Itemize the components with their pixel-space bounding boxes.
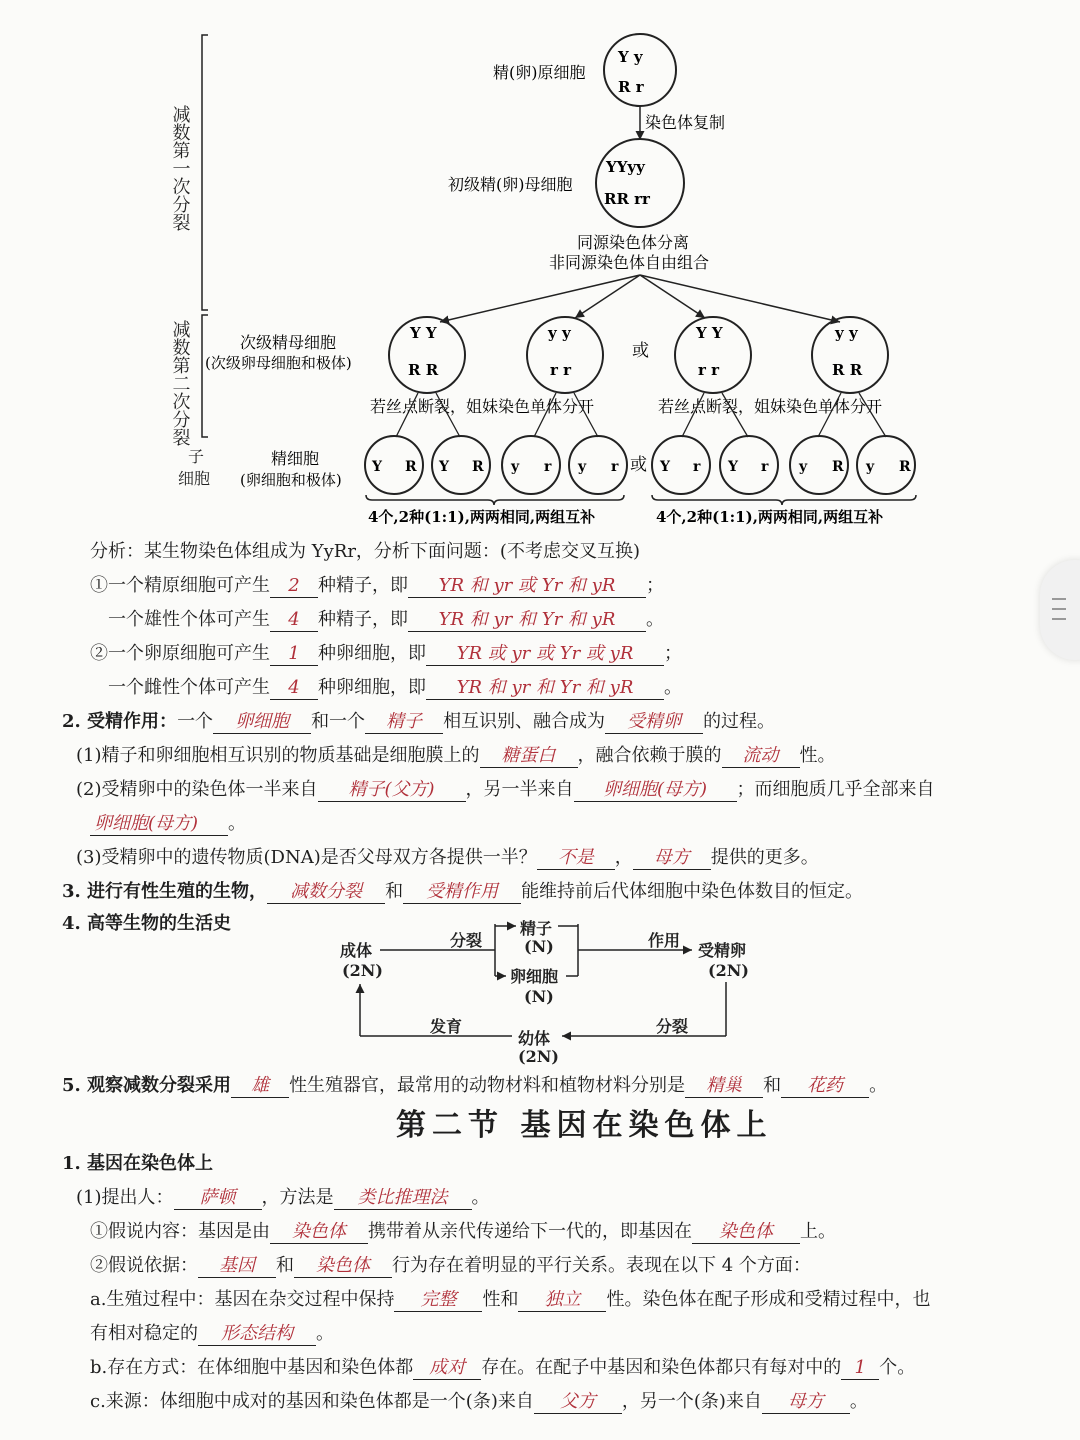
step-replication: 染色体复制 (645, 113, 726, 132)
lc-egg: 卵细胞 (510, 967, 559, 986)
gamete-g1: y (511, 459, 520, 475)
q4-heading: 4. 高等生物的生活史 (62, 913, 232, 934)
secondary-label-1: 次级精母细胞 (240, 333, 337, 352)
gamete-g1: y (799, 459, 808, 475)
gamete-g2: R (405, 459, 417, 475)
centromere-right: 若丝点断裂，姐妹染色单体分开 (658, 397, 883, 416)
lc-egg-n: (N) (524, 987, 554, 1006)
gamete-g2: R (832, 459, 844, 475)
analysis-line-2: 一个雄性个体可产生 4 种精子，即 YR 和 yr 和 Yr 和 yR 。 (108, 609, 664, 630)
gamete-g2: r (693, 459, 701, 475)
lc-develop: 发育 (430, 1017, 463, 1036)
gene-c: c.来源：体细胞中成对的基因和染色体都是一个(条)来自 父方 ，另一个(条)来自 母方 。 (90, 1391, 868, 1412)
q3-line: 3. 进行有性生殖的生物， 减数分裂 和 受精作用 能维持前后代体细胞中染色体数目的恒定。 (62, 881, 864, 902)
sec-bot: r r (550, 361, 572, 379)
cell2-bot: RR rr (604, 190, 650, 208)
gamete-g1: Y (439, 459, 449, 475)
fert-p2b: 卵细胞(母方) 。 (90, 812, 246, 836)
step-separation-1: 同源染色体分离 (577, 233, 690, 252)
analysis-line-1: ①一个精原细胞可产生 2 种精子，即 YR 和 yr 或 Yr 和 yR ； (90, 575, 664, 596)
lc-young-n: (2N) (518, 1047, 559, 1066)
lc-adult-n: (2N) (342, 961, 383, 980)
sec-top: Y Y (410, 324, 437, 342)
gamete-g1: Y (660, 459, 670, 475)
gamete-g2: r (611, 459, 619, 475)
gene-h2: ②假说依据： 基因 和 染色体 行为存在着明显的平行关系。表现在以下 4 个方面： (90, 1255, 811, 1276)
fert-p3: (3)受精卵中的遗传物质(DNA)是否父母双方各提供一半？ 不是 ， 母方 提供的更多。 (76, 847, 819, 868)
or-text-1: 或 (632, 341, 649, 361)
sperm-label-2: (卵细胞和极体) (240, 471, 342, 489)
sec-bot: R R (832, 361, 863, 379)
summary-left: 4个,2种(1:1),两两相同,两组互补 (368, 508, 596, 526)
lc-adult: 成体 (340, 941, 373, 960)
cell2-top: YYyy (606, 158, 645, 176)
lc-sperm: 精子 (520, 919, 553, 938)
gamete-g1: Y (372, 459, 382, 475)
fert-line: 2. 受精作用：一个 卵细胞 和一个 精子 相互识别、融合成为 受精卵 的过程。 (62, 711, 776, 732)
gamete-g2: r (544, 459, 552, 475)
gene-h1: ①假说内容：基因是由 染色体 携带着从亲代传递给下一代的，即基因在 染色体 上。 (90, 1221, 836, 1242)
lc-divide2: 分裂 (656, 1017, 689, 1036)
phase2-label: 减数第二次分裂 (169, 320, 191, 446)
bracket-meiosis-1 (202, 35, 208, 310)
daughter-label-2: 细胞 (178, 469, 211, 488)
gamete-g1: Y (728, 459, 738, 475)
brace-left (366, 495, 624, 505)
daughter-label-1: 子 (188, 447, 205, 466)
side-scroll-handle[interactable] (1040, 560, 1080, 660)
gamete-g2: R (899, 459, 911, 475)
secondary-label-2: (次级卵母细胞和极体) (205, 354, 352, 372)
cell1-top: Y y (618, 48, 643, 66)
gamete-g1: y (578, 459, 587, 475)
fert-p2: (2)受精卵中的染色体一半来自 精子(父方) ，另一半来自 卵细胞(母方) ；而细胞质几乎全部来自 (76, 779, 935, 800)
primary-cell (596, 139, 684, 227)
lc-zygote: 受精卵 (698, 941, 747, 960)
lc-zygote-n: (2N) (708, 961, 749, 980)
or-text-2: 或 (630, 455, 647, 475)
analysis-intro: 分析：某生物染色体组成为 YyRr，分析下面问题：(不考虑交叉互换) (90, 541, 640, 562)
sec-top: y y (548, 324, 571, 342)
gene-b: b.存在方式：在体细胞中基因和染色体都 成对 存在。在配子中基因和染色体都只有每对中的 1 个。 (90, 1357, 916, 1378)
lc-sperm-n: (N) (524, 937, 554, 956)
sec-bot: R R (408, 361, 439, 379)
cell1-bot: R r (618, 78, 644, 96)
analysis-line-3: ②一个卵原细胞可产生 1 种卵细胞，即 YR 或 yr 或 Yr 或 yR ； (90, 643, 682, 664)
step-separation-2: 非同源染色体自由组合 (549, 253, 710, 272)
lc-young: 幼体 (518, 1029, 551, 1048)
lc-divide: 分裂 (450, 931, 483, 950)
section-title: 第二节 基因在染色体上 (396, 1108, 773, 1143)
gene-heading: 1. 基因在染色体上 (62, 1153, 214, 1174)
life-cycle-diagram (330, 910, 770, 1070)
lc-act: 作用 (648, 931, 681, 950)
sec-top: y y (835, 324, 858, 342)
sec-bot: r r (698, 361, 720, 379)
gamete-g2: r (761, 459, 769, 475)
brace-right (652, 495, 916, 505)
gene-a: a.生殖过程中：基因在杂交过程中保持 完整 性和 独立 性。染色体在配子形成和受精过程中，也 (90, 1289, 931, 1310)
gene-a2: 有相对稳定的 形态结构 。 (90, 1323, 334, 1344)
spermatogonium-label: 精(卵)原细胞 (493, 63, 586, 82)
gene-p1: (1)提出人： 萨顿 ，方法是 类比推理法 。 (76, 1187, 490, 1208)
bracket-meiosis-2 (202, 315, 208, 437)
primary-label: 初级精(卵)母细胞 (448, 175, 573, 194)
gamete-g1: y (866, 459, 875, 475)
sec-top: Y Y (696, 324, 723, 342)
fert-p1: (1)精子和卵细胞相互识别的物质基础是细胞膜上的 糖蛋白 ，融合依赖于膜的 流动 性。 (76, 745, 836, 766)
analysis-line-4: 一个雌性个体可产生 4 种卵细胞，即 YR 和 yr 和 Yr 和 yR 。 (108, 677, 682, 698)
sperm-label-1: 精细胞 (271, 449, 320, 468)
phase1-label: 减数第一次分裂 (169, 105, 191, 231)
meiosis-diagram (0, 0, 1080, 540)
q5-line: 5. 观察减数分裂采用 雄 性生殖器官，最常用的动物材料和植物材料分别是 精巢 和 花药 。 (62, 1075, 888, 1096)
centromere-left: 若丝点断裂，姐妹染色单体分开 (370, 397, 595, 416)
gamete-g2: R (472, 459, 484, 475)
summary-right: 4个,2种(1:1),两两相同,两组互补 (656, 508, 884, 526)
